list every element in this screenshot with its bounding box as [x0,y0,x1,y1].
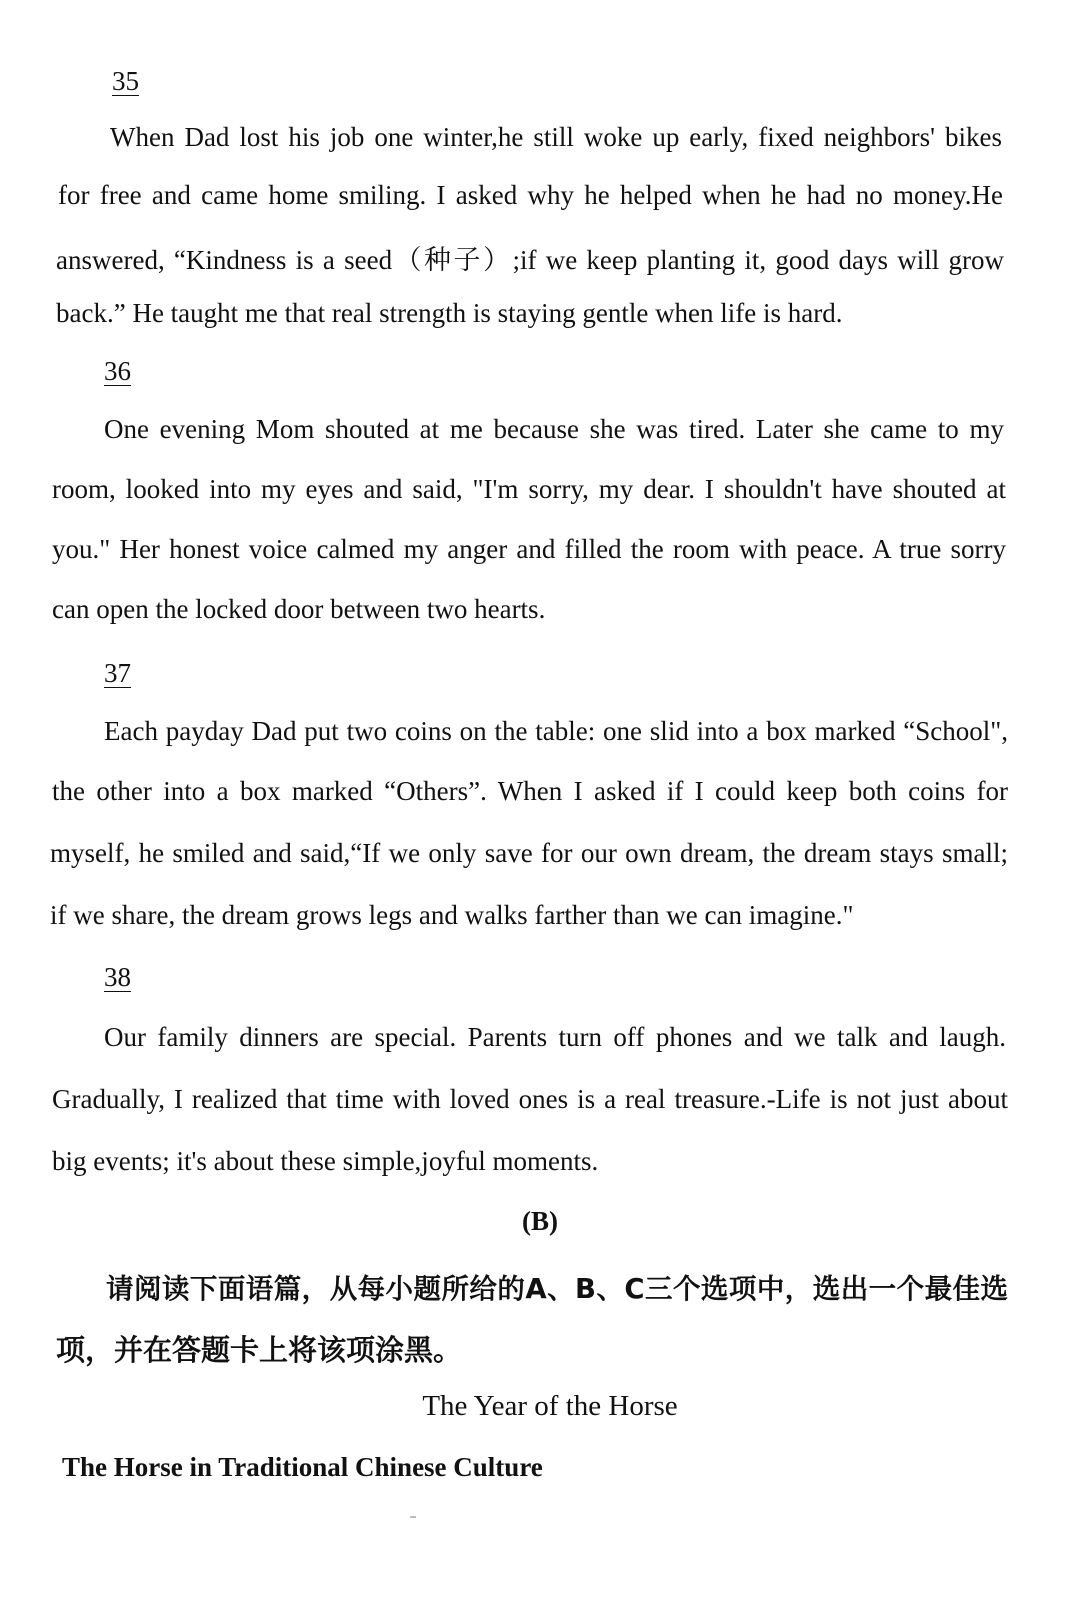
scan-speck [410,1516,416,1518]
section-b-label: (B) [522,1206,558,1236]
paragraph-36-line-3: you." Her honest voice calmed my anger and filled the room with peace. A true sorry [52,534,1006,564]
paragraph-36-line-2: room, looked into my eyes and said, "I'm sorry, my dear. I shouldn't have shouted at [52,474,1006,504]
paragraph-37-line-2: the other into a box marked “Others”. When I asked if I could keep both coins for [52,776,1008,806]
item-number-37: 37 [104,658,131,688]
paragraph-38-line-2: Gradually, I realized that time with loved ones is a real treasure.-Life is not just about [52,1084,1008,1114]
instruction-line-1: 请阅读下面语篇，从每小题所给的A、B、C三个选项中，选出一个最佳选 [106,1273,1008,1305]
paragraph-35-line-4: back.” He taught me that real strength is staying gentle when life is hard. [56,298,843,328]
paragraph-35-line-2: for free and came home smiling. I asked why he helped when he had no money.He [58,180,1003,210]
paragraph-37-line-1: Each payday Dad put two coins on the table: one slid into a box marked “School", [104,716,1008,746]
paragraph-35-line-1: When Dad lost his job one winter,he still woke up early, fixed neighbors' bikes [110,122,1002,152]
paragraph-36-line-1: One evening Mom shouted at me because she was tired. Later she came to my [104,414,1004,444]
passage-subtitle: The Horse in Traditional Chinese Culture [62,1452,543,1482]
paragraph-37-line-3: myself, he smiled and said,“If we only save for our own dream, the dream stays small; [50,838,1008,868]
paragraph-35-line-3: answered, “Kindness is a seed（种子）;if we keep planting it, good days will grow [56,245,1004,275]
item-number-35: 35 [112,66,139,96]
paragraph-37-line-4: if we share, the dream grows legs and walks farther than we can imagine." [50,900,854,930]
paragraph-38-line-3: big events; it's about these simple,joyful moments. [52,1146,599,1176]
item-number-36: 36 [104,356,131,386]
paragraph-36-line-4: can open the locked door between two hearts. [52,594,546,624]
item-number-38: 38 [104,962,131,992]
passage-title: The Year of the Horse [422,1390,678,1422]
paragraph-38-line-1: Our family dinners are special. Parents turn off phones and we talk and laugh. [104,1022,1006,1052]
instruction-line-2: 项，并在答题卡上将该项涂黑。 [56,1333,463,1367]
